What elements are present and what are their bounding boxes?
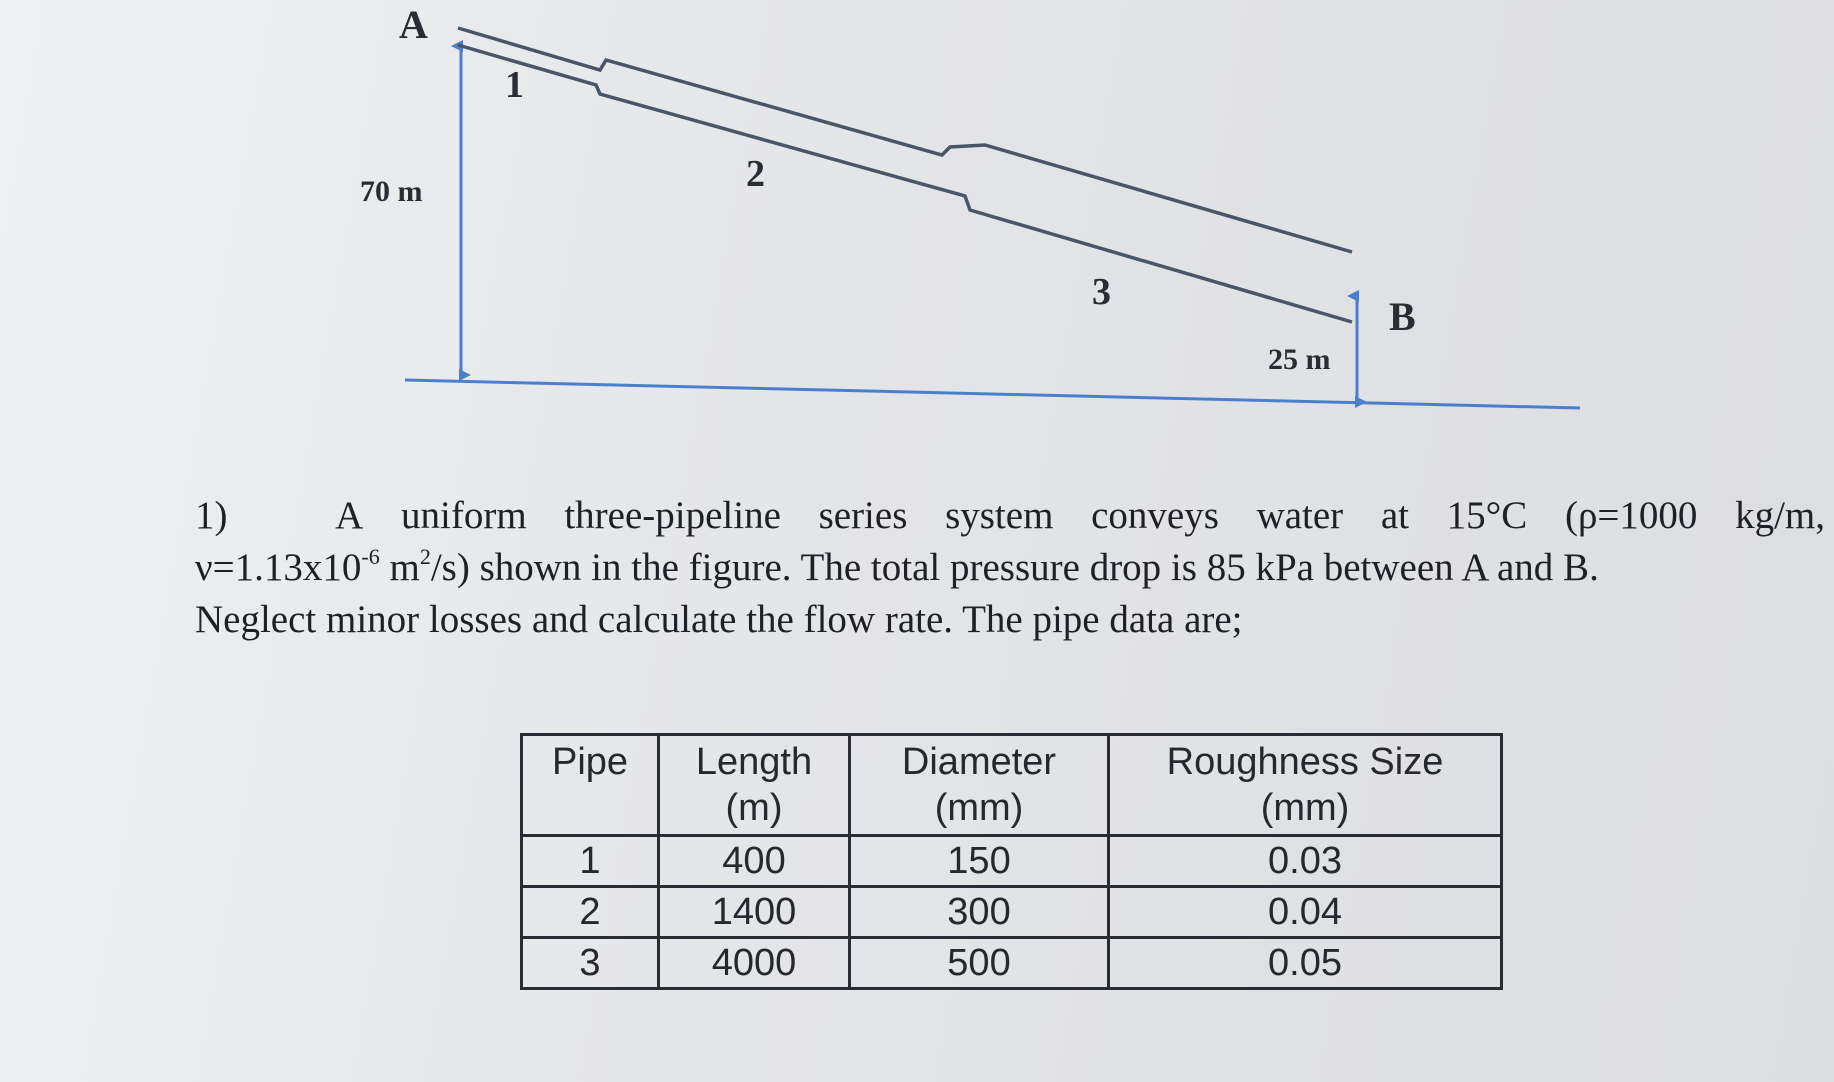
header-pipe bbox=[522, 735, 659, 836]
pipe-3-label: 3 bbox=[1092, 271, 1111, 313]
problem-word: three-pipeline bbox=[564, 494, 781, 537]
table-cell: 400 bbox=[659, 836, 850, 887]
header-length-unit: (m) bbox=[725, 787, 783, 829]
pipe-2-label: 2 bbox=[746, 153, 765, 195]
problem-word: at bbox=[1380, 494, 1409, 537]
header-diameter-label: Diameter bbox=[901, 741, 1057, 783]
problem-line-1 bbox=[195, 490, 1825, 542]
problem-line-2-rest: /s) shown in the figure. The total pressure drop is 85 kPa between A and B. bbox=[430, 546, 1599, 589]
table-cell: 1 bbox=[522, 836, 659, 887]
viscosity-unit: m bbox=[379, 546, 420, 589]
problem-statement bbox=[195, 490, 1825, 646]
problem-word: uniform bbox=[401, 494, 527, 537]
table-cell: 500 bbox=[850, 938, 1109, 989]
table-row bbox=[522, 836, 1502, 887]
problem-line-3: Neglect minor losses and calculate the flow rate. The pipe data are; bbox=[195, 598, 1243, 641]
table-cell: 3 bbox=[522, 938, 659, 989]
table-cell: 0.03 bbox=[1109, 836, 1502, 887]
table-header-row bbox=[522, 735, 1502, 836]
header-diameter bbox=[850, 735, 1109, 836]
viscosity-unit-exponent: 2 bbox=[419, 544, 431, 569]
header-length bbox=[659, 735, 850, 836]
problem-word: conveys bbox=[1091, 494, 1219, 537]
header-roughness-unit: (mm) bbox=[1260, 787, 1350, 829]
table-cell: 150 bbox=[850, 836, 1109, 887]
point-b-label: B bbox=[1389, 294, 1416, 339]
problem-number: 1) bbox=[195, 494, 228, 537]
header-pipe-label: Pipe bbox=[551, 741, 629, 783]
elevation-a-label: 70 m bbox=[360, 175, 423, 208]
viscosity-exponent: -6 bbox=[361, 544, 380, 569]
problem-word: 15°C bbox=[1446, 494, 1528, 537]
pipe-data-table bbox=[520, 733, 1503, 990]
point-a-label: A bbox=[399, 2, 428, 47]
table-cell: 4000 bbox=[659, 938, 850, 989]
table-cell: 0.04 bbox=[1109, 887, 1502, 938]
elevation-b-label: 25 m bbox=[1268, 343, 1331, 376]
table-cell: 0.05 bbox=[1109, 938, 1502, 989]
problem-line-2 bbox=[195, 542, 1825, 594]
table-row bbox=[522, 887, 1502, 938]
header-diameter-unit: (mm) bbox=[934, 787, 1024, 829]
viscosity-value: ν=1.13x10 bbox=[195, 546, 362, 589]
ground-line bbox=[405, 380, 1580, 408]
problem-word: water bbox=[1256, 494, 1344, 537]
pipe-1-label: 1 bbox=[505, 64, 524, 106]
header-length-label: Length bbox=[695, 741, 813, 783]
problem-word: A bbox=[335, 494, 364, 537]
table-cell: 2 bbox=[522, 887, 659, 938]
header-roughness bbox=[1109, 735, 1502, 836]
pipeline-figure bbox=[0, 0, 1834, 440]
pipe-lower-wall bbox=[458, 45, 1352, 322]
problem-word: kg/m, bbox=[1735, 494, 1825, 537]
problem-word: (ρ=1000 bbox=[1564, 494, 1698, 537]
header-roughness-label: Roughness Size bbox=[1166, 741, 1444, 783]
table-cell: 1400 bbox=[659, 887, 850, 938]
problem-word: system bbox=[945, 494, 1054, 537]
table-row bbox=[522, 938, 1502, 989]
pipe-upper-wall bbox=[458, 28, 1352, 252]
problem-word: series bbox=[818, 494, 908, 537]
table-cell: 300 bbox=[850, 887, 1109, 938]
